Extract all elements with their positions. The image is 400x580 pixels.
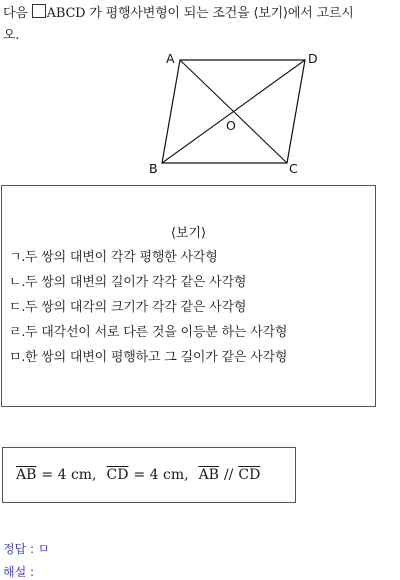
segment-cd: $\overline{CD}$ [238, 467, 261, 483]
explanation-label: 해설 : [3, 565, 35, 579]
vertex-label-c: C [289, 161, 298, 176]
formula-equals-1: = 4 cm, [41, 467, 97, 483]
vertex-label-b: B [149, 161, 158, 176]
segment-ab: $\overline{AB}$ [16, 467, 37, 483]
bogi-item [9, 321, 287, 340]
question-line-2: 오. [3, 28, 20, 43]
bogi-item-text: 두 대각선이 서로 다른 것을 이등분 하는 사각형 [24, 325, 288, 340]
condition-formula-box [2, 447, 296, 503]
quadrilateral-name: ABCD [46, 6, 86, 21]
bogi-item [9, 346, 287, 365]
center-label-o: O [226, 118, 236, 133]
segment-ab: $\overline{AB}$ [198, 467, 219, 483]
bogi-item [9, 246, 218, 265]
square-symbol-icon [32, 4, 46, 18]
bogi-title: ⟨보기⟩ [170, 226, 207, 241]
vertex-label-d: D [308, 51, 318, 66]
diagonal-bd [162, 60, 305, 163]
bogi-item-marker: ㄹ. [9, 325, 26, 340]
bogi-box [1, 185, 376, 407]
bogi-item-marker: ㄱ. [9, 250, 26, 265]
question-prefix: 다음 [3, 6, 32, 21]
segment-cd: $\overline{CD}$ [106, 467, 129, 483]
bogi-item-text: 두 쌍의 대변이 각각 평행한 사각형 [24, 250, 218, 265]
answer-text: 정답 : ㅁ [3, 542, 50, 556]
bogi-item-text: 두 쌍의 대각의 크기가 각각 같은 사각형 [24, 300, 247, 315]
bogi-item-text: 두 쌍의 대변의 길이가 각각 같은 사각형 [24, 275, 247, 290]
bogi-item-marker: ㄴ. [9, 275, 26, 290]
bogi-item-marker: ㅁ. [9, 350, 26, 365]
parallelogram-figure [140, 48, 320, 178]
bogi-item [9, 296, 246, 315]
bogi-item-marker: ㄷ. [9, 300, 26, 315]
bogi-item-text: 한 쌍의 대변이 평행하고 그 길이가 같은 사각형 [24, 350, 288, 365]
parallelogram-diagram [140, 48, 320, 178]
formula-equals-2: = 4 cm, [133, 467, 189, 483]
question-line-1-rest: 가 평행사변형이 되는 조건을 ⟨보기⟩에서 고르시 [85, 6, 354, 21]
vertex-label-a: A [166, 51, 175, 66]
parallel-symbol: // [223, 467, 234, 483]
question-line-1 [3, 3, 397, 25]
question-text [3, 3, 397, 47]
bogi-item [9, 271, 246, 290]
